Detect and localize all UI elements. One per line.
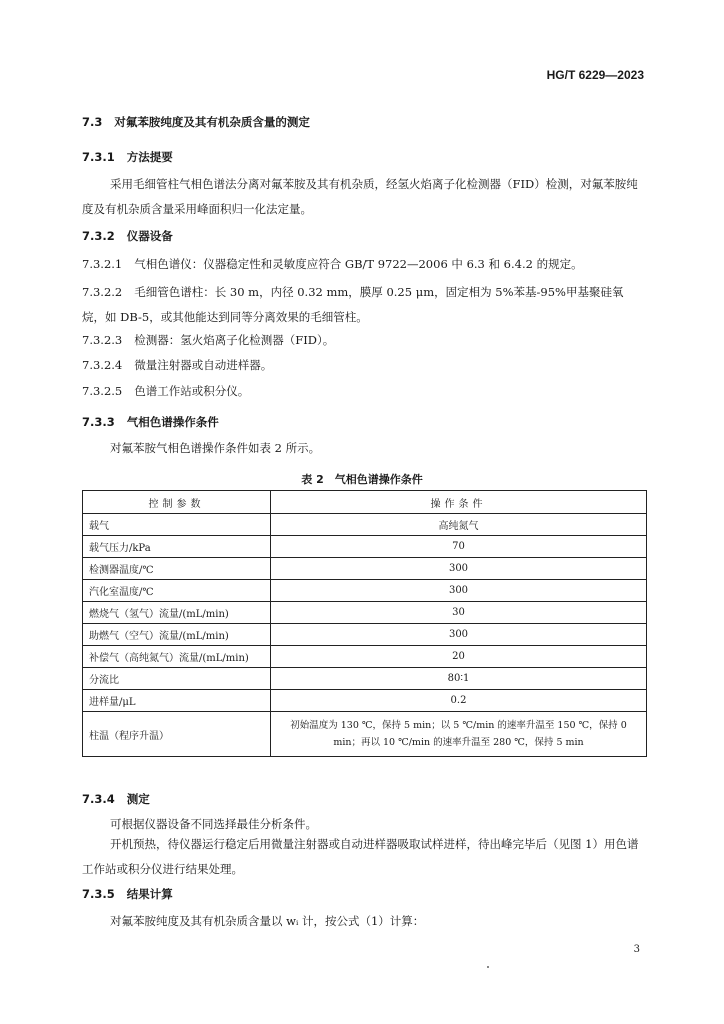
section-7-3-4-heading: [82, 791, 150, 807]
value-cell: 初始温度为 130 ℃，保持 5 min；以 5 ℃/min 的速率升温至 150 ℃，保持 0 min；再以 10 ℃/min 的速率升温至 280 ℃，保持 5 min: [271, 712, 647, 757]
gc-conditions-table: [82, 490, 647, 757]
standard-number-header: HG/T 6229—2023: [546, 68, 644, 82]
value-cell: 300: [271, 580, 647, 602]
clause-7-3-2-4: [82, 357, 272, 373]
section-7-3-1-heading: [82, 149, 173, 165]
value-cell: 300: [271, 558, 647, 580]
table-intro-text: 对氟苯胺气相色谱操作条件如表 2 所示。: [110, 441, 321, 455]
scan-speck: [487, 966, 489, 968]
clause-number: 7.3.2.3: [82, 333, 123, 347]
section-title: 方法提要: [126, 150, 173, 164]
param-cell: 燃烧气（氢气）流量/(mL/min): [83, 602, 271, 624]
table-row: [83, 712, 647, 757]
table-row: [83, 602, 647, 624]
value-cell: 300: [271, 624, 647, 646]
section-7-3-3-heading: [82, 414, 219, 430]
param-cell: 分流比: [83, 668, 271, 690]
table-header-row: [83, 491, 647, 514]
table-row: [83, 536, 647, 558]
table-row: [83, 668, 647, 690]
section-number: 7.3: [82, 115, 103, 129]
section-title: 气相色谱操作条件: [126, 415, 219, 429]
clause-7-3-2-3: [82, 332, 334, 348]
param-cell: 补偿气（高纯氮气）流量/(mL/min): [83, 646, 271, 668]
table-row: [83, 558, 647, 580]
section-7-3-5-heading: [82, 886, 173, 902]
measurement-paragraph-2: 开机预热，待仪器运行稳定后用微量注射器或自动进样器吸取试样进样，待出峰完毕后（见图 1）用色谱工作站或积分仪进行结果处理。: [82, 837, 639, 876]
value-cell: 80∶1: [271, 668, 647, 690]
value-cell: 70: [271, 536, 647, 558]
table-row: [83, 690, 647, 712]
clause-number: 7.3.2.5: [82, 384, 123, 398]
clause-text: 检测器：氢火焰离子化检测器（FID）。: [134, 333, 335, 347]
param-cell: 助燃气（空气）流量/(mL/min): [83, 624, 271, 646]
table-header-cell: 控制参数: [83, 491, 271, 514]
section-number: 7.3.1: [82, 150, 115, 164]
page-number: 3: [633, 944, 640, 955]
param-cell: 载气压力/kPa: [83, 536, 271, 558]
clause-text: 气相色谱仪：仪器稳定性和灵敏度应符合 GB/T 9722—2006 中 6.3 和 6.4.2 的规定。: [134, 257, 583, 271]
section-7-3-heading: [82, 114, 310, 130]
clause-number: 7.3.2.4: [82, 358, 123, 372]
clause-number: 7.3.2.2: [82, 285, 123, 299]
clause-number: 7.3.2.1: [82, 257, 123, 271]
clause-7-3-2-1: [82, 256, 583, 272]
param-cell: 检测器温度/℃: [83, 558, 271, 580]
value-cell: 20: [271, 646, 647, 668]
calculation-paragraph: 对氟苯胺纯度及其有机杂质含量以 wᵢ 计，按公式（1）计算：: [110, 914, 425, 928]
method-summary-paragraph: 采用毛细管柱气相色谱法分离对氟苯胺及其有机杂质，经氢火焰离子化检测器（FID）检测，对氟苯胺纯度及有机杂质含量采用峰面积归一化法定量。: [82, 177, 638, 216]
section-number: 7.3.3: [82, 415, 115, 429]
clause-text: 微量注射器或自动进样器。: [134, 358, 273, 372]
param-cell: 汽化室温度/℃: [83, 580, 271, 602]
param-cell: 柱温（程序升温）: [83, 712, 271, 757]
table-caption: 表 2 气相色谱操作条件: [301, 473, 423, 486]
section-title: 仪器设备: [126, 229, 173, 243]
measurement-paragraph-1: 可根据仪器设备不同选择最佳分析条件。: [110, 817, 317, 831]
clause-7-3-2-2: [82, 280, 642, 330]
table-row: [83, 646, 647, 668]
table-row: [83, 580, 647, 602]
section-title: 对氟苯胺纯度及其有机杂质含量的测定: [114, 115, 310, 129]
table-row: [83, 624, 647, 646]
table-row: [83, 514, 647, 536]
table-header-cell: 操作条件: [271, 491, 647, 514]
section-number: 7.3.2: [82, 229, 115, 243]
value-cell: 30: [271, 602, 647, 624]
section-title: 结果计算: [126, 887, 173, 901]
param-cell: 载气: [83, 514, 271, 536]
section-7-3-2-heading: [82, 228, 173, 244]
section-number: 7.3.4: [82, 792, 115, 806]
section-title: 测定: [126, 792, 150, 806]
value-cell: 高纯氮气: [271, 514, 647, 536]
section-number: 7.3.5: [82, 887, 115, 901]
param-cell: 进样量/μL: [83, 690, 271, 712]
clause-text: 色谱工作站或积分仪。: [134, 384, 250, 398]
clause-text: 毛细管色谱柱：长 30 m，内径 0.32 mm，膜厚 0.25 μm，固定相为 5%苯基-95%甲基聚硅氧烷，如 DB-5，或其他能达到同等分离效果的毛细管柱。: [82, 285, 624, 324]
value-cell: 0.2: [271, 690, 647, 712]
clause-7-3-2-5: [82, 383, 249, 399]
